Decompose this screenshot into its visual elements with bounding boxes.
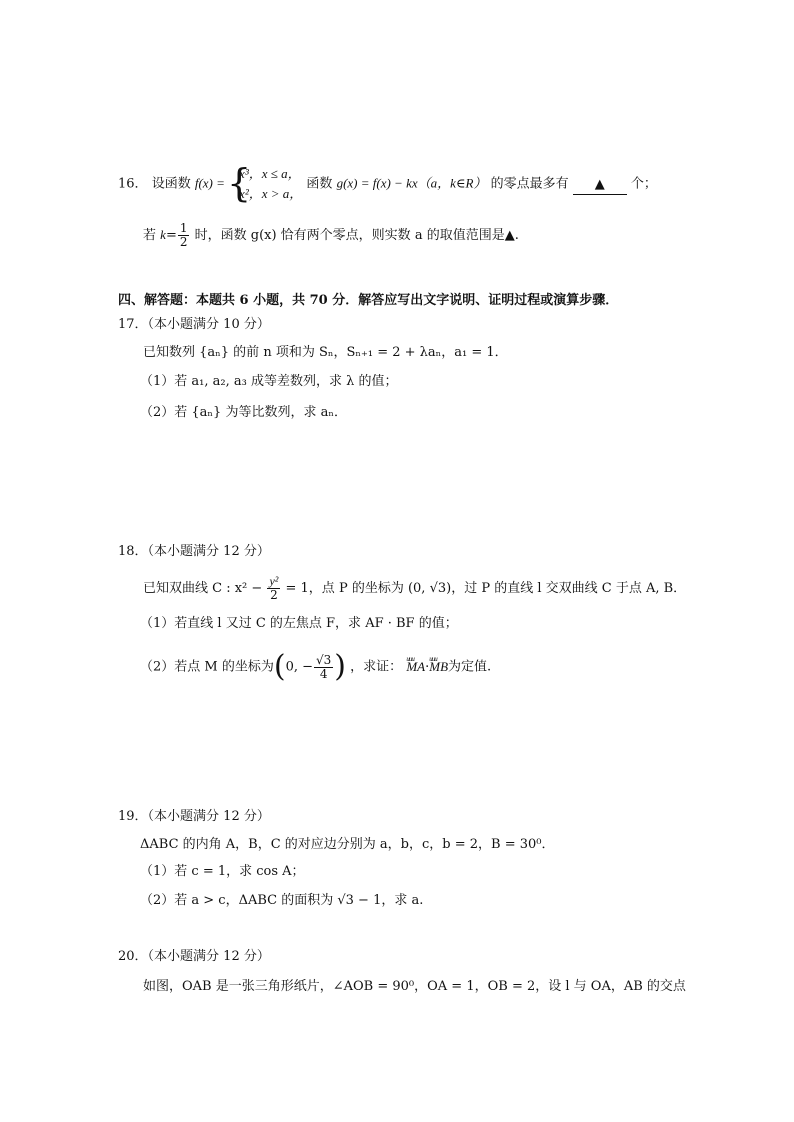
q19-header: 19．（本小题满分 12 分） (118, 809, 270, 824)
q18-coord-fraction (314, 654, 333, 681)
q18-stem-b: = 1，点 P 的坐标为 (0, √3)，过 P 的直线 l 交双曲线 C 于点 A, B． (285, 581, 687, 596)
q16-piecewise (229, 164, 302, 204)
q18-header: 18．（本小题满分 12 分） (118, 544, 270, 559)
q16-k-num: 1 (179, 221, 188, 235)
q18-part2-b: ，求证： (350, 659, 403, 675)
q18-part2-a: （2）若点 M 的坐标为 (140, 659, 274, 675)
q18-dot: · (425, 659, 430, 675)
q16-prefix: 设函数 (151, 176, 191, 192)
q16-answer-blank: ▲ (573, 176, 627, 195)
q16-line2: 若 k= $\frac{1}{2}$ 时，函数 g(x) 恰有两个零点，则实数 a 的取值范围是▲. (143, 221, 519, 249)
q16-suffix: 的零点最多有 (490, 176, 569, 192)
q19-stem: ΔABC 的内角 A，B，C 的对应边分别为 a，b，c，b = 2，B = 30⁰． (140, 837, 555, 852)
q16-func-lhs: f(x) = (194, 175, 225, 191)
section4-heading: 四、解答题：本题共 6 小题，共 70 分．解答应写出文字说明、证明过程或演算步骤． (118, 293, 619, 308)
q18-part1: （1）若直线 l 又过 C 的左焦点 F，求 AF · BF 的值； (140, 616, 458, 631)
q20-stem: 如图，OAB 是一张三角形纸片，∠AOB = 90⁰，OA = 1，OB = 2，设 l 与 OA，AB 的交点 (143, 979, 686, 994)
q16-line2-mark: ▲ (504, 228, 515, 243)
q18-num: y² (269, 574, 279, 588)
q16-number: 16． (118, 176, 148, 192)
q18-coord: 0, − (285, 659, 314, 675)
q18-fraction (267, 575, 280, 602)
q18-vector-ma: uuu MA (406, 658, 425, 676)
q19-part2: （2）若 a > c，ΔABC 的面积为 √3 − 1，求 a. (140, 893, 424, 908)
q16-line2-prefix: 若 (143, 228, 157, 243)
q18-coord-num: √3 (316, 652, 332, 667)
q16-line2-end: . (514, 228, 519, 243)
q16-case1: { x³，x ≤ a， (239, 166, 301, 181)
q16-g-def: g(x) = f(x) − kx（a，k∈R） (336, 175, 487, 191)
q16-k-fraction (178, 222, 190, 249)
q18-part2-c: 为定值. (448, 659, 492, 675)
q16-line1 (118, 164, 657, 204)
q18-vector-mb: uuu MB (429, 658, 448, 676)
q18-paren-left: ( (273, 649, 286, 684)
q18-stem (143, 575, 686, 602)
q20-header: 20．（本小题满分 12 分） (118, 949, 270, 964)
q18-den: 2 (270, 588, 278, 602)
q16-k-den: 2 (179, 235, 188, 249)
q16-mid: 函数 (306, 176, 333, 192)
q18-paren-right: ) (334, 649, 347, 684)
q18-part2 (140, 649, 492, 684)
q18-coord-den: 4 (319, 666, 328, 681)
q19-part1: （1）若 c = 1，求 cos A； (140, 864, 305, 879)
q17-stem: 已知数列 {aₙ} 的前 n 项和为 Sₙ，Sₙ₊₁ = 2 + λaₙ，a₁ = 1． (143, 345, 508, 360)
q18-stem-a: 已知双曲线 C : x² − (143, 581, 263, 596)
q17-part1: （1）若 a₁, a₂, a₃ 成等差数列，求 λ 的值； (140, 374, 398, 389)
q17-header: 17．（本小题满分 10 分） (118, 317, 270, 332)
q17-part2: （2）若 {aₙ} 为等比数列，求 aₙ． (140, 405, 347, 420)
q16-k-var: k (160, 227, 166, 242)
q16-case2: x²，x > a， (239, 186, 303, 201)
q16-line2-suffix: 时，函数 g(x) 恰有两个零点，则实数 a 的取值范围是 (194, 228, 505, 243)
q16-unit: 个； (630, 176, 657, 192)
